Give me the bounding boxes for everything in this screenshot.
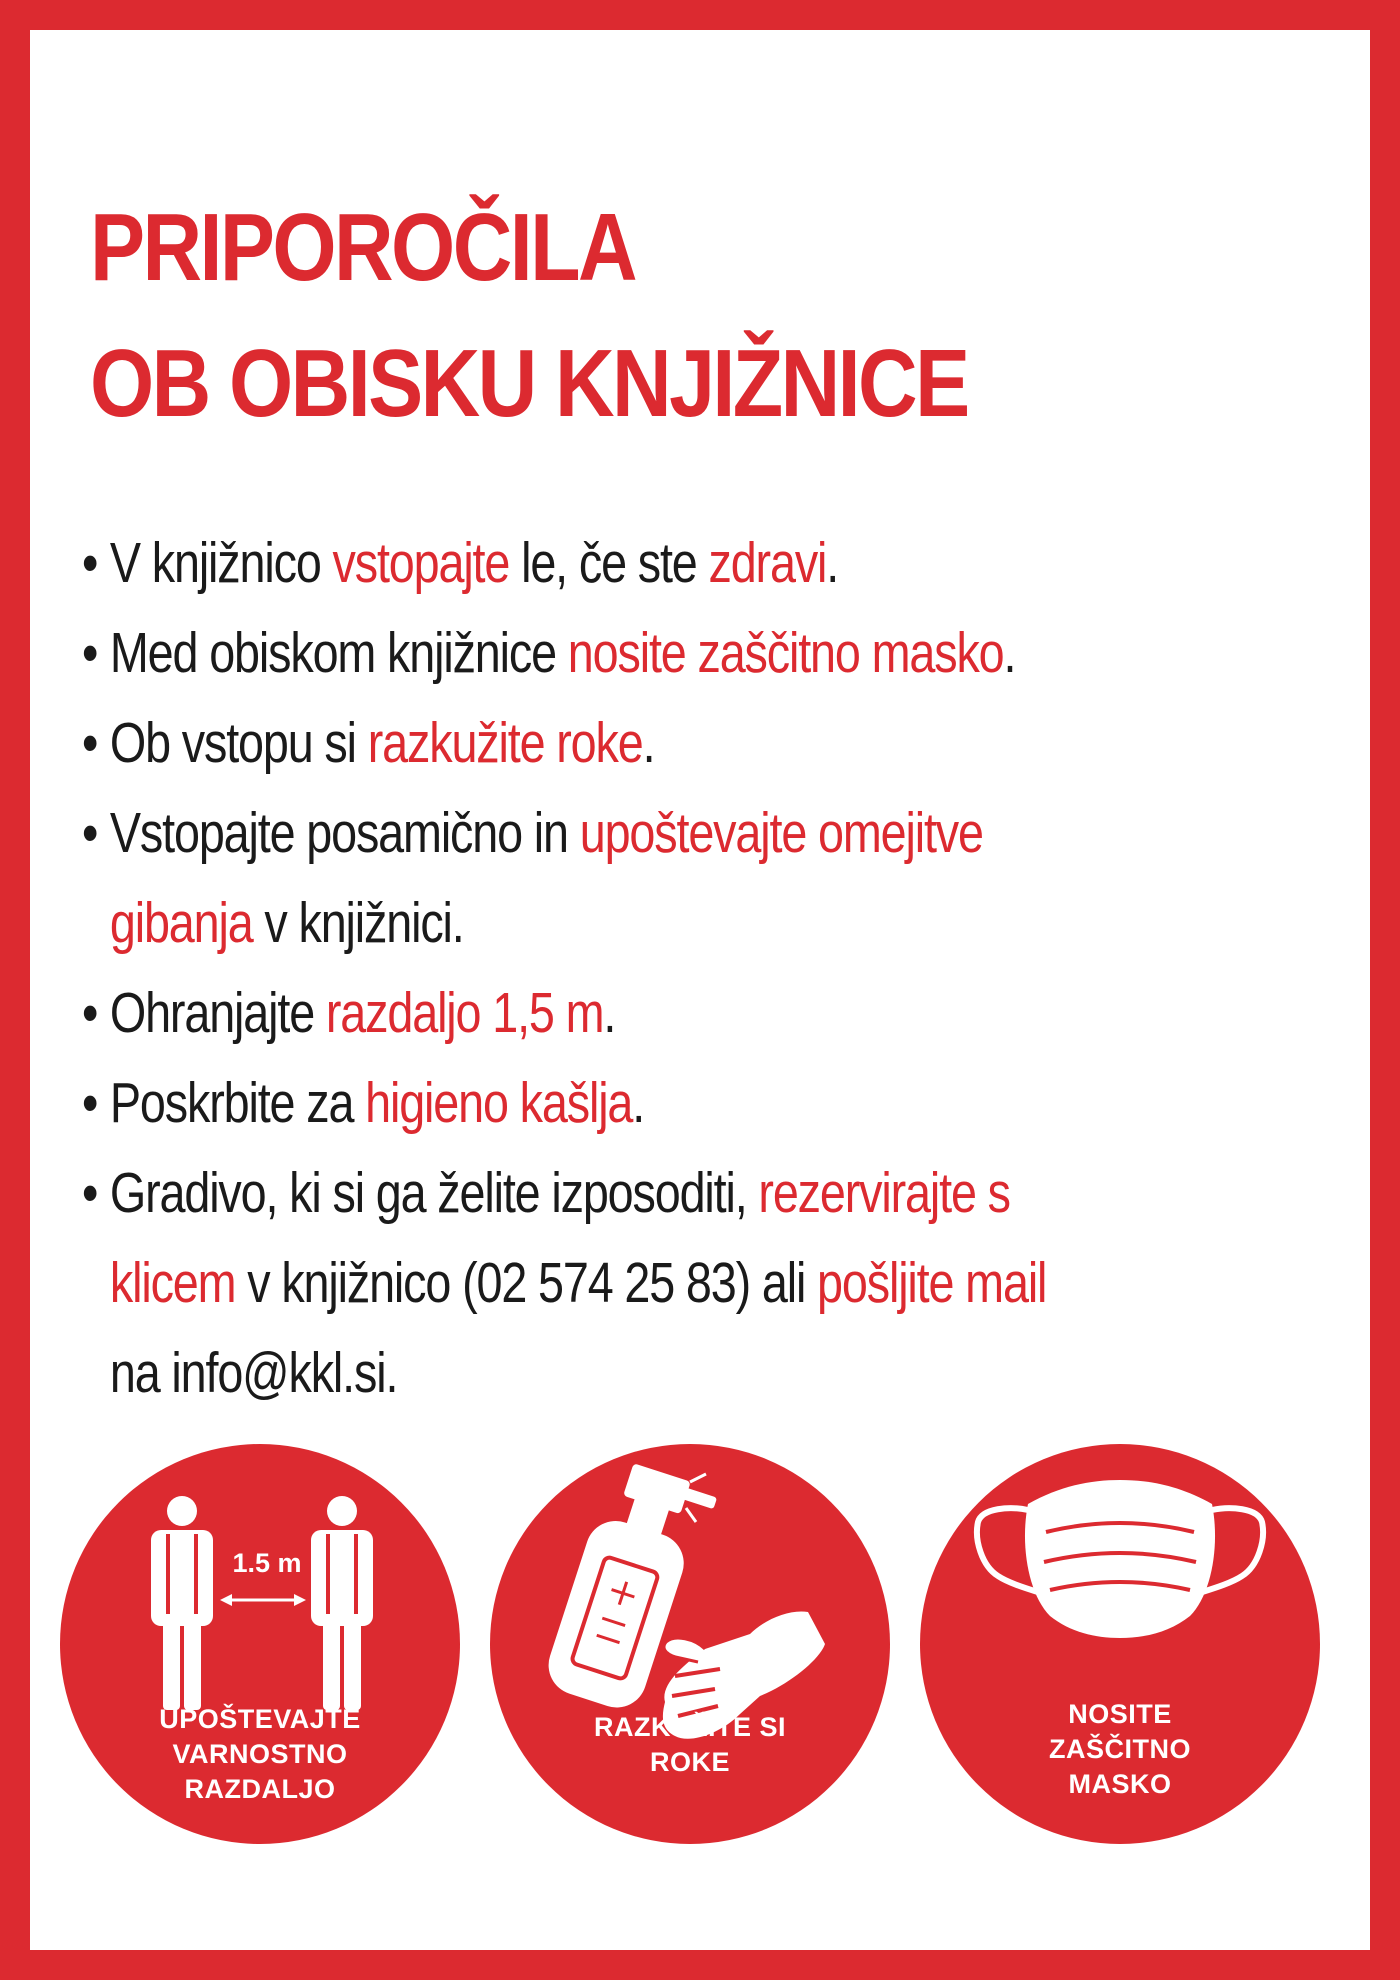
bullet-glyph: • [82,1161,98,1225]
rule-item [82,1148,1148,1418]
rule-item [82,788,1148,968]
mask-caption [960,1697,1280,1802]
title-line-2: OB OBISKU KNJIŽNICE [90,330,968,437]
rule-line [110,968,1148,1058]
caption-line: ZAŠČITNO [1049,1734,1191,1764]
bullet-glyph: • [82,711,98,775]
caption-line: VARNOSTNO [172,1739,348,1769]
rule-highlight: pošljite mail [817,1251,1047,1315]
rules-list [82,518,1148,1418]
bullet-glyph: • [82,621,98,685]
rule-highlight: rezervirajte s [758,1161,1010,1225]
rule-text: Poskrbite za [109,1071,366,1135]
rule-item [82,698,1148,788]
rule-item [82,1058,1148,1148]
caption-line: MASKO [1068,1769,1172,1799]
rule-line [110,518,1148,608]
bullet-glyph: • [82,801,98,865]
rule-highlight: gibanja [109,891,253,955]
rule-text: . [632,1071,645,1135]
rule-highlight: nosite zaščitno masko [567,621,1004,685]
rule-line [110,1058,1148,1148]
rule-item [82,968,1148,1058]
rule-text: Ohranjajte [109,981,326,1045]
rule-text: Ob vstopu si [109,711,368,775]
rule-text: v knjižnici. [252,891,464,955]
mask-badge [920,1444,1320,1844]
rule-text: . [603,981,616,1045]
rule-highlight: zdravi [708,531,827,595]
sanitizer-hand-icon [490,1444,890,1844]
caption-line: RAZDALJO [184,1774,336,1804]
rule-line [110,1238,1148,1328]
sanitize-badge [490,1444,890,1844]
rule-highlight: razkužite roke [367,711,643,775]
caption-line: ROKE [649,1747,730,1777]
rule-text: Gradivo, ki si ga želite izposoditi, [109,1161,759,1225]
title-line-1: PRIPOROČILA [90,194,635,301]
bullet-glyph: • [82,1071,98,1135]
rule-highlight: razdaljo 1,5 m [325,981,604,1045]
rule-highlight: higieno kašlja [365,1071,633,1135]
rule-line [110,788,1148,878]
rule-line [110,608,1148,698]
bullet-glyph: • [82,531,98,595]
poster-title [90,180,1122,452]
distance-badge [60,1444,460,1844]
rule-item [82,518,1148,608]
rule-highlight: klicem [109,1251,236,1315]
rule-text: . [642,711,655,775]
rule-item [82,608,1148,698]
rule-line [110,1148,1148,1238]
rule-line [110,1328,1148,1418]
caption-line: RAZKUŽITE SI [594,1712,786,1742]
rule-text: . [826,531,839,595]
rule-line [110,878,1148,968]
rule-highlight: upoštevajte omejitve [579,801,983,865]
distance-value: 1.5 m [232,1548,302,1578]
rule-text: Med obiskom knjižnice [109,621,568,685]
rule-text: na info@kkl.si. [109,1341,398,1405]
sanitize-caption [530,1710,850,1780]
bullet-glyph: • [82,981,98,1045]
caption-line: UPOŠTEVAJTE [159,1704,361,1734]
rule-text: v knjižnico (02 574 25 83) ali [235,1251,818,1315]
rule-line [110,698,1148,788]
rule-text: le, če ste [509,531,709,595]
rule-highlight: vstopajte [332,531,510,595]
rule-text: . [1003,621,1016,685]
rule-text: Vstopajte posamično in [109,801,580,865]
rule-text: V knjižnico [109,531,333,595]
distance-caption [100,1702,420,1807]
caption-line: NOSITE [1068,1699,1172,1729]
